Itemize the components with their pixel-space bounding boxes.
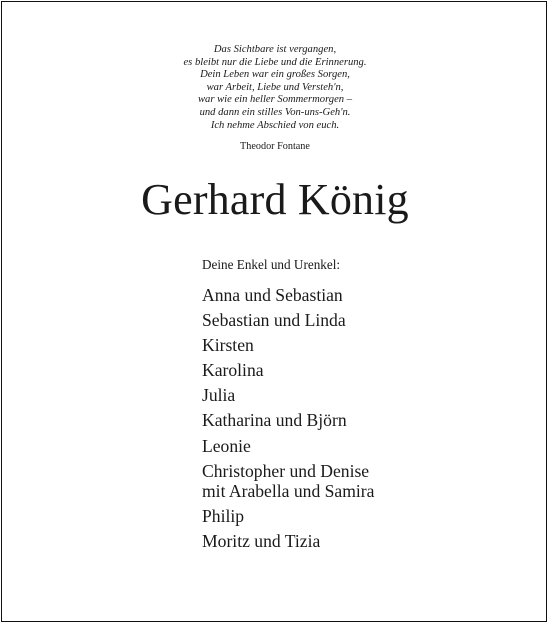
poem-line: war Arbeit, Liebe und Versteh'n, <box>206 81 344 93</box>
poem <box>0 44 550 132</box>
mourner-entry <box>202 506 374 527</box>
mourner-entry <box>202 360 374 381</box>
mourner-name: Moritz und Tizia <box>202 531 321 552</box>
mourner-entry <box>202 461 374 502</box>
poem-line: es bleibt nur die Liebe und die Erinnerung. <box>183 56 367 68</box>
poem-author: Theodor Fontane <box>240 141 310 152</box>
mourner-name: Katharina und Björn <box>202 410 347 431</box>
poem-line: war wie ein heller Sommermorgen – <box>197 94 353 106</box>
deceased-name: Gerhard König <box>141 175 409 224</box>
mourners-intro: Deine Enkel und Urenkel: <box>202 257 341 272</box>
mourner-name-continued: mit Arabella und Samira <box>202 481 375 502</box>
mourner-entry <box>202 310 374 331</box>
poem-line: Dein Leben war ein großes Sorgen, <box>200 69 350 81</box>
mourner-entry <box>202 531 374 552</box>
mourner-name: Anna und Sebastian <box>202 285 343 305</box>
mourner-entry <box>202 436 374 457</box>
mourner-name: Christopher und Denise <box>202 460 370 481</box>
mourner-name: Leonie <box>202 435 251 456</box>
mourner-list <box>202 285 374 556</box>
poem-line: Das Sichtbare ist vergangen, <box>213 44 337 55</box>
poem-line: und dann ein stilles Von-uns-Geh'n. <box>199 106 351 118</box>
poem-line: Ich nehme Abschied von euch. <box>210 119 340 131</box>
mourner-entry <box>202 410 374 431</box>
mourner-name: Julia <box>202 385 236 406</box>
mourner-name: Sebastian und Linda <box>202 310 346 331</box>
mourner-entry <box>202 335 374 356</box>
mourner-name: Philip <box>202 506 245 527</box>
mourner-name: Kirsten <box>202 335 254 356</box>
mourner-entry <box>202 385 374 406</box>
mourner-entry <box>202 285 374 306</box>
mourner-name: Karolina <box>202 360 264 381</box>
